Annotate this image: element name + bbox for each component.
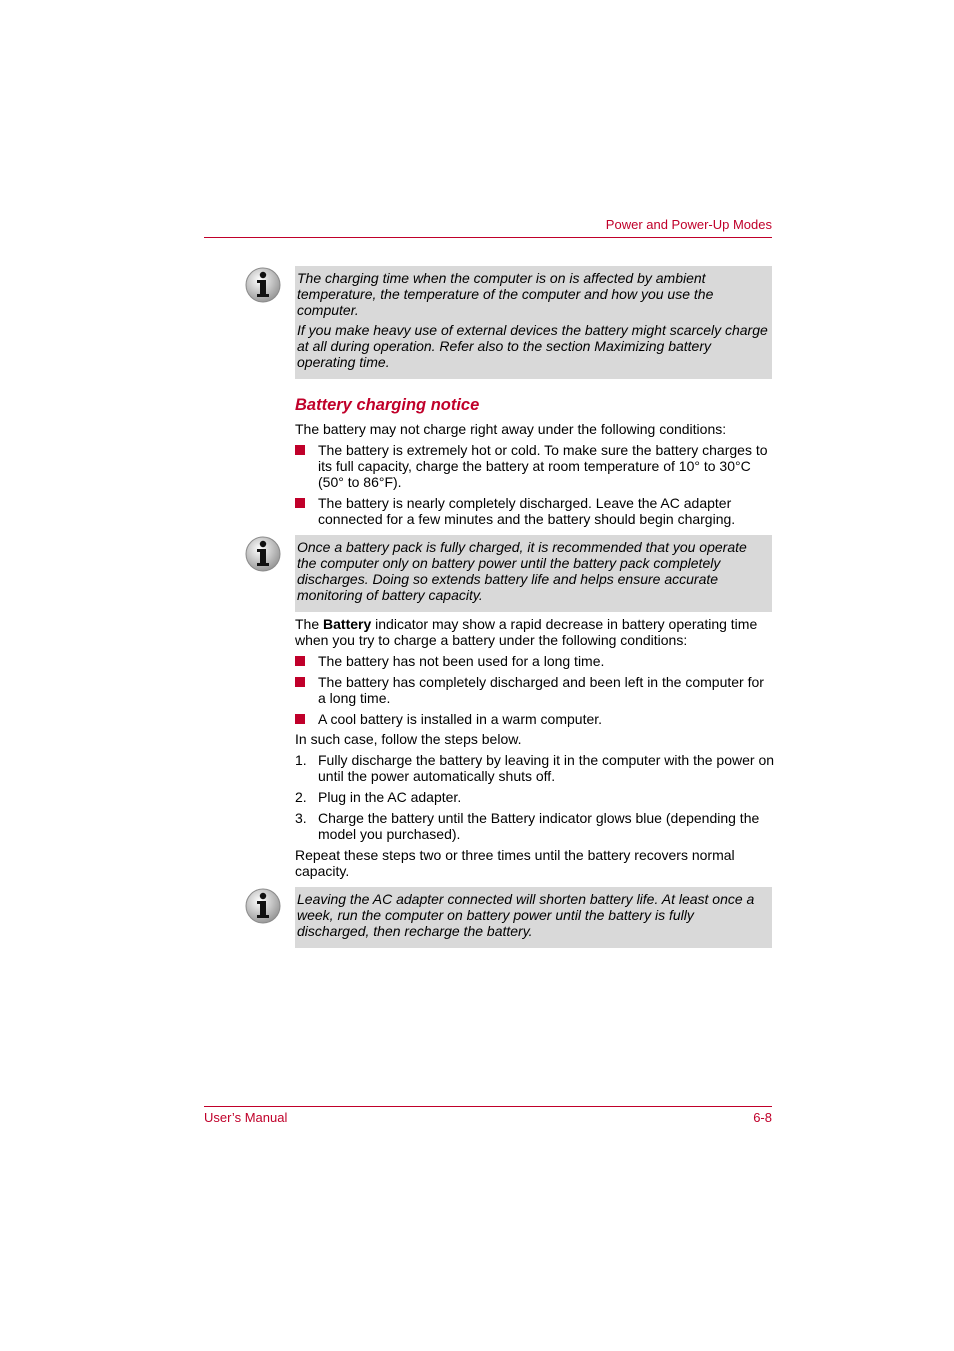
bullet-marker xyxy=(295,445,305,455)
note-text: Leaving the AC adapter connected will shorten battery life. At least once a week, run the computer on battery power until the battery is fully discharged, then recharge the battery. xyxy=(297,891,755,939)
bullet-text: A cool battery is installed in a warm computer. xyxy=(318,711,603,727)
info-icon xyxy=(244,887,282,925)
para-text: The xyxy=(295,616,324,632)
bullet-text: The battery has not been used for a long time. xyxy=(318,653,605,669)
repeat-paragraph: Repeat these steps two or three times until the battery recovers normal capacity. xyxy=(295,847,735,879)
info-icon xyxy=(244,535,282,573)
bullet-text: The battery has completely discharged and been left in the computer for a long time. xyxy=(318,674,764,706)
step-text: Plug in the AC adapter. xyxy=(318,789,462,805)
step-item xyxy=(295,752,775,784)
bullet-marker xyxy=(295,677,305,687)
note-text: The charging time when the computer is on is affected by ambient temperature, the temperature of the computer and how you use the computer. xyxy=(297,270,714,318)
bullet-item xyxy=(295,653,775,669)
para-text: indicator may show a rapid decrease in battery operating time when you try to charge a battery under the following conditions: xyxy=(295,616,758,648)
steps-intro: In such case, follow the steps below. xyxy=(295,731,522,747)
footer-manual-title: User’s Manual xyxy=(204,1110,288,1125)
note-box xyxy=(295,887,772,948)
running-header: Power and Power-Up Modes xyxy=(605,217,772,232)
note-box xyxy=(295,535,772,612)
step-number: 2. xyxy=(295,789,307,805)
step-number: 1. xyxy=(295,752,307,768)
step-number: 3. xyxy=(295,810,307,826)
bullet-item xyxy=(295,711,775,727)
note-text: Once a battery pack is fully charged, it is recommended that you operate the computer only on battery power until the battery pack completely discharges. Doing so extends battery life and helps ensure accurate monitoring of battery capacity. xyxy=(297,539,747,603)
footer-rule xyxy=(204,1106,772,1107)
header-rule xyxy=(204,237,772,238)
step-text: Fully discharge the battery by leaving it in the computer with the power on until the power automatically shuts off. xyxy=(318,752,775,784)
bullet-text: The battery is nearly completely discharged. Leave the AC adapter connected for a few minutes and the battery should begin charging. xyxy=(318,495,736,527)
bullet-item xyxy=(295,495,775,527)
step-item xyxy=(295,810,775,842)
section-heading: Battery charging notice xyxy=(295,396,480,414)
indicator-paragraph xyxy=(295,616,775,648)
info-icon xyxy=(244,266,282,304)
intro-paragraph: The battery may not charge right away under the following conditions: xyxy=(295,421,727,437)
battery-term: Battery xyxy=(323,616,372,632)
bullet-item xyxy=(295,674,775,706)
note-text: If you make heavy use of external devices the battery might scarcely charge at all during operation. Refer also to the section Maximizing battery operating time. xyxy=(297,322,768,370)
step-text: Charge the battery until the Battery indicator glows blue (depending the model you purchased). xyxy=(318,810,760,842)
note-box xyxy=(295,266,772,379)
bullet-item xyxy=(295,442,775,490)
step-item xyxy=(295,789,775,805)
bullet-marker xyxy=(295,656,305,666)
bullet-marker xyxy=(295,498,305,508)
bullet-text: The battery is extremely hot or cold. To make sure the battery charges to its full capacity, charge the battery at room temperature of 10° to 30°C (50° to 86°F). xyxy=(318,442,768,490)
page-number: 6-8 xyxy=(753,1110,772,1125)
bullet-marker xyxy=(295,714,305,724)
